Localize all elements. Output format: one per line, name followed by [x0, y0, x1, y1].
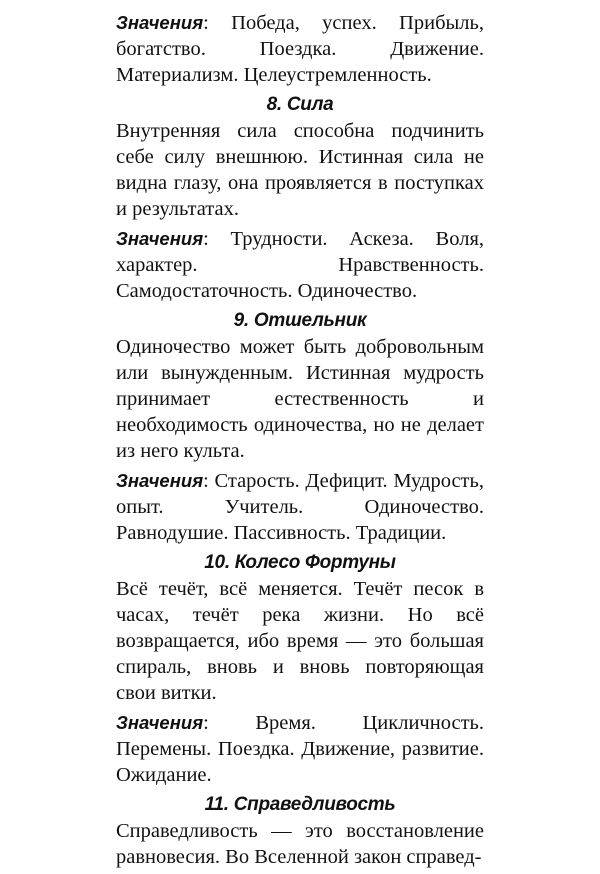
meaning-text: Старость. Дефицит. Мудрость, опыт. Учитель. Одиночество. Равнодушие. Пассивность. Традиции.	[116, 470, 484, 544]
meaning-label: Значения	[116, 12, 204, 33]
meaning-label: Значения	[116, 470, 204, 491]
meaning-paragraph: Значения: Время. Цикличность. Перемены. Поездка. Движение, развитие. Ожидание.	[116, 712, 485, 786]
section-heading: 8. Сила	[266, 94, 334, 115]
meaning-label: Значения	[116, 712, 204, 733]
meaning-text: Победа, успех. Прибыль, богатство. Поездка. Движение. Материализм. Целеустремленность.	[116, 12, 484, 86]
meaning-text: Время. Цикличность. Перемены. Поездка. Движение, развитие. Ожидание.	[116, 712, 485, 786]
section-description: Внутренняя сила способна подчинить себе силу внешнюю. Истинная сила не видна глазу, она проявляется в поступках и результатах.	[116, 120, 484, 220]
meaning-label: Значения	[116, 228, 204, 249]
section-description: Одиночество может быть добровольным или вынужденным. Истинная мудрость принимает естественность и необходимость одиночества, но не делает из него культа.	[116, 336, 484, 462]
meaning-text: Трудности. Аскеза. Воля, характер. Нравственность. Самодостаточность. Одиночество.	[116, 228, 484, 302]
section-heading: 9. Отшельник	[233, 310, 367, 331]
meaning-paragraph: Значения: Трудности. Аскеза. Воля, характер. Нравственность. Самодостаточность. Одиночество.	[116, 228, 484, 302]
book-page	[116, 10, 484, 874]
section-heading: 11. Справедливость	[204, 794, 396, 815]
section-heading: 10. Колесо Фортуны	[204, 552, 396, 573]
meaning-paragraph: Значения: Старость. Дефицит. Мудрость, опыт. Учитель. Одиночество. Равнодушие. Пассивность. Традиции.	[116, 470, 484, 544]
section-description: Справедливость — это восстановление равновесия. Во Вселенной закон справед-	[116, 820, 484, 868]
section-description: Всё течёт, всё меняется. Течёт песок в часах, течёт река жизни. Но всё возвращается, ибо время — это большая спираль, вновь и вновь повторяющая свои витки.	[116, 578, 484, 704]
meaning-paragraph: Значения: Победа, успех. Прибыль, богатство. Поездка. Движение. Материализм. Целеустремленность.	[116, 12, 484, 86]
